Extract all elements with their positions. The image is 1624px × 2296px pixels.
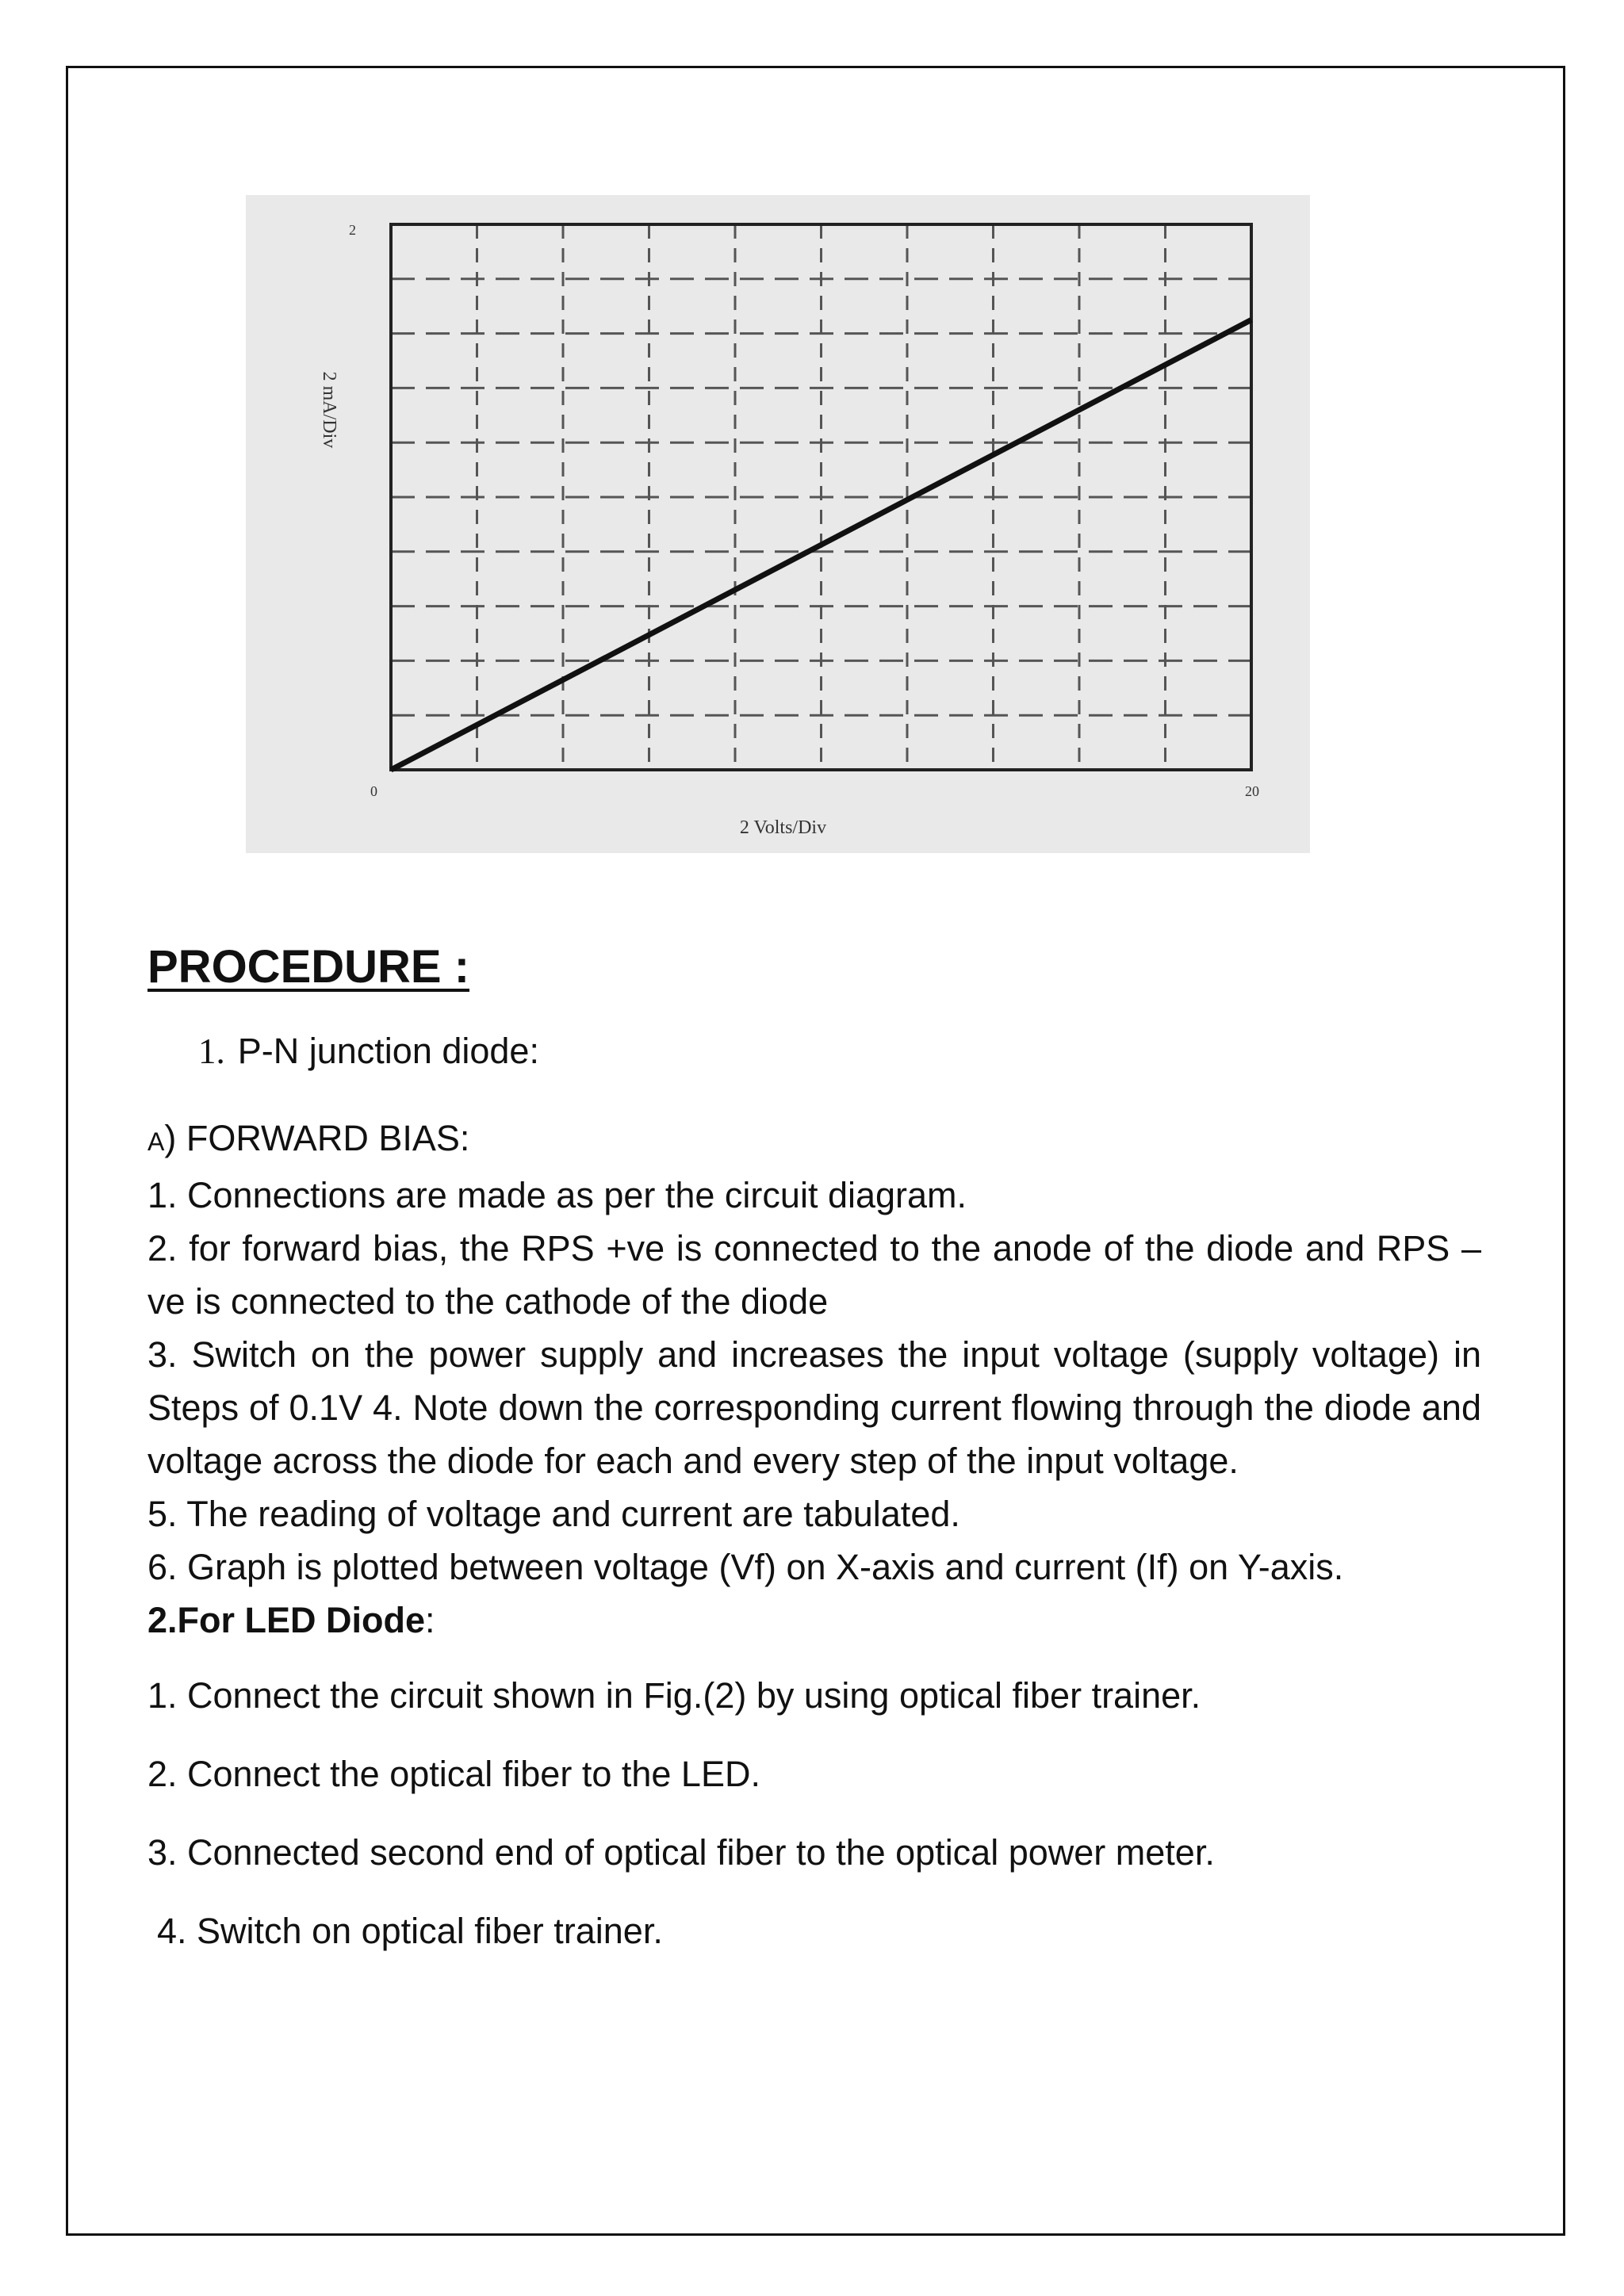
led-diode-section xyxy=(147,1594,1481,1957)
vi-characteristic-figure xyxy=(246,195,1310,853)
led-diode-title-colon: : xyxy=(425,1600,435,1640)
forward-bias-title xyxy=(147,1112,1481,1169)
led-step: 3. Connected second end of optical fiber to the optical power meter. xyxy=(147,1832,1215,1873)
chart-grid xyxy=(391,224,1251,770)
forward-bias-prefix: A xyxy=(147,1127,165,1156)
forward-bias-step: 6. Graph is plotted between voltage (Vf) on X-axis and current (If) on Y-axis. xyxy=(147,1547,1344,1587)
x-tick-label-min: 0 xyxy=(370,783,377,799)
page-title: PROCEDURE : xyxy=(147,941,470,993)
forward-bias-step: 3. Switch on the power supply and increases the input voltage (supply voltage) in Steps of 0.1V 4. Note down the corresponding current flowing through the diode and voltage across the diode for each and every step of the input voltage. xyxy=(147,1334,1481,1481)
subsection-label: P-N junction diode: xyxy=(237,1031,539,1071)
led-step: 4. Switch on optical fiber trainer. xyxy=(157,1911,663,1951)
led-step: 1. Connect the circuit shown in Fig.(2) by using optical fiber trainer. xyxy=(147,1675,1201,1716)
forward-bias-step: 5. The reading of voltage and current are tabulated. xyxy=(147,1494,960,1534)
forward-bias-section xyxy=(147,1112,1481,1594)
x-tick-label-max: 20 xyxy=(1245,783,1259,799)
led-diode-title-text: 2.For LED Diode xyxy=(147,1600,426,1640)
x-axis-label: 2 Volts/Div xyxy=(739,817,827,838)
forward-bias-label: ) FORWARD BIAS: xyxy=(164,1118,470,1158)
led-step: 2. Connect the optical fiber to the LED. xyxy=(147,1754,760,1794)
forward-bias-step: 1. Connections are made as per the circuit diagram. xyxy=(147,1175,967,1215)
y-axis-label: 2 mA/Div xyxy=(319,371,339,449)
subsection-pn-junction xyxy=(198,1024,1481,1078)
procedure-section xyxy=(147,936,1481,1957)
forward-bias-step: 2. for forward bias, the RPS +ve is connected to the anode of the diode and RPS –ve is connected to the cathode of the diode xyxy=(147,1228,1481,1322)
vi-characteristic-chart xyxy=(246,195,1310,853)
y-tick-label: 2 xyxy=(349,222,356,238)
subsection-number: 1. xyxy=(198,1031,225,1071)
led-diode-title xyxy=(147,1594,1481,1647)
